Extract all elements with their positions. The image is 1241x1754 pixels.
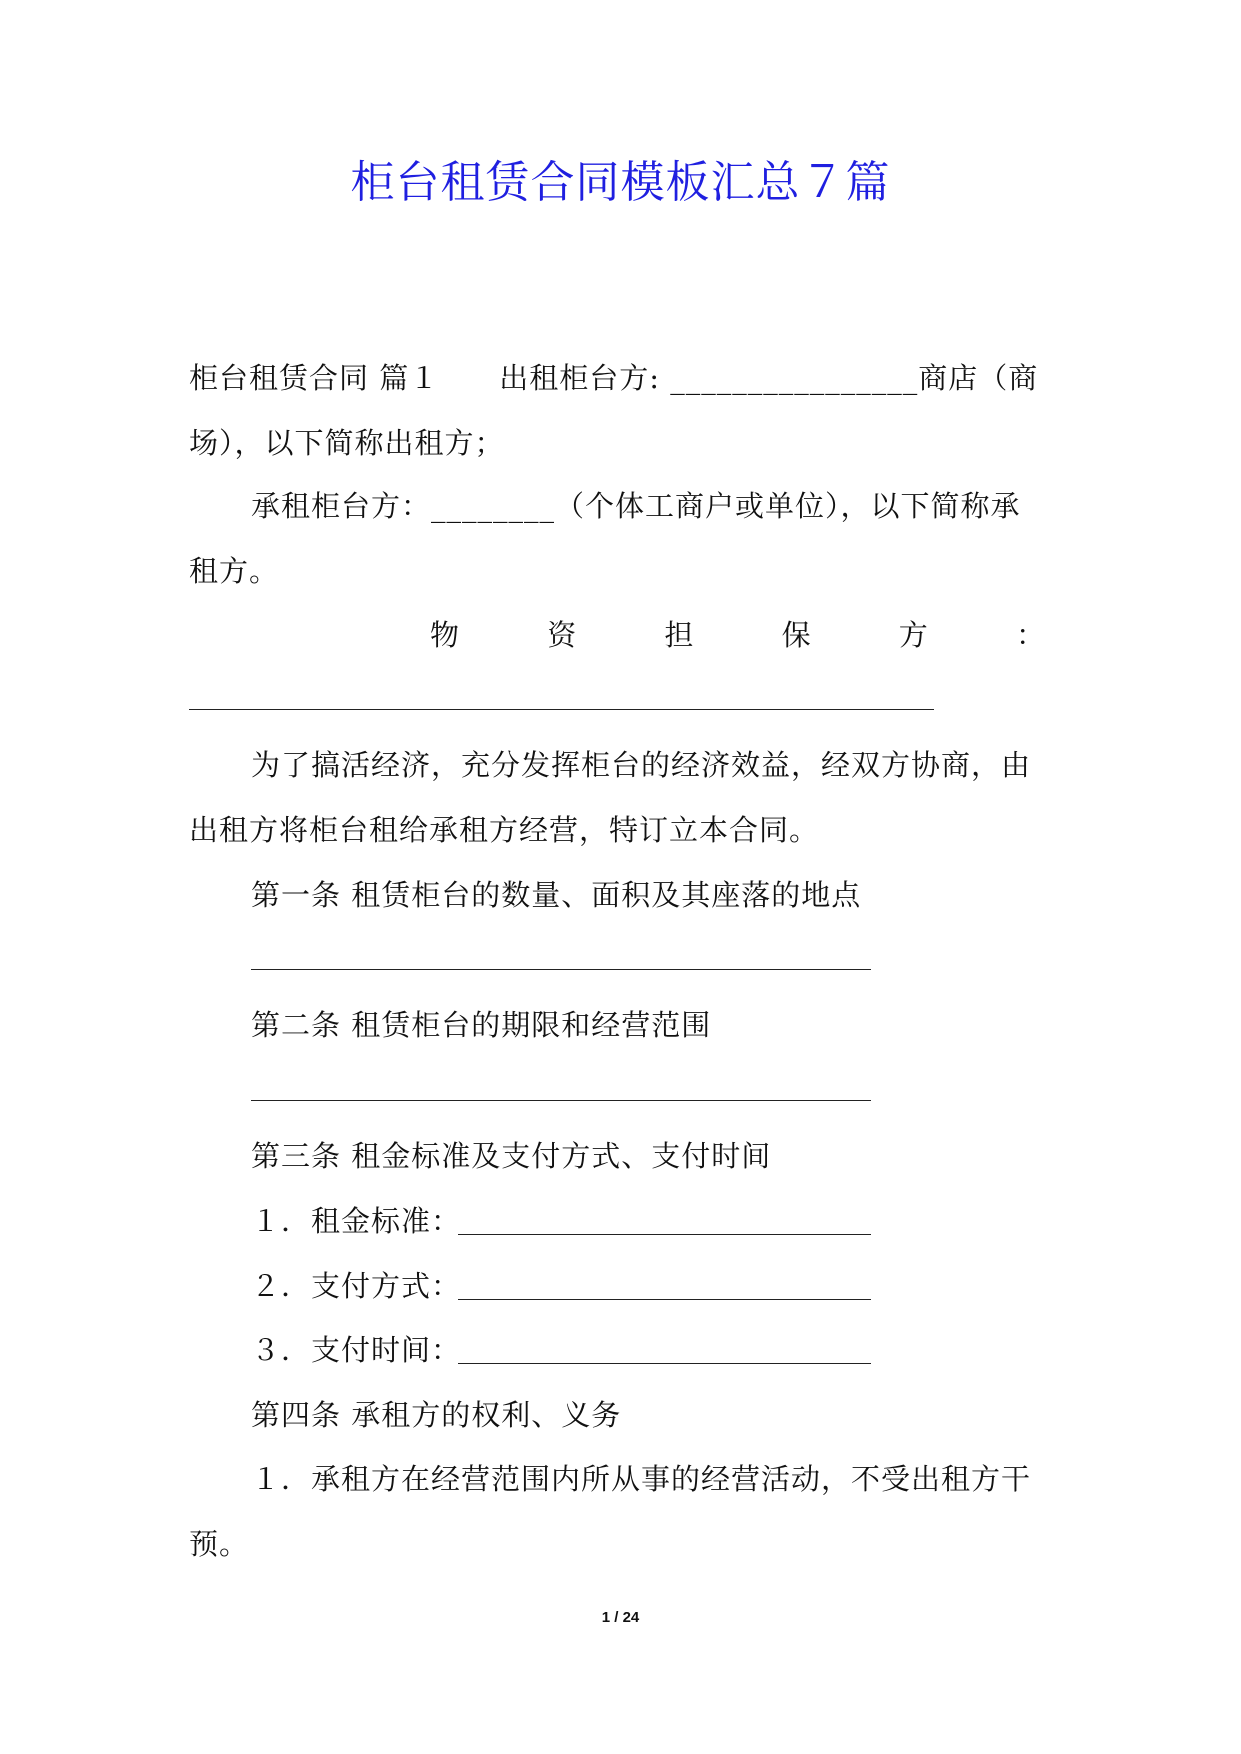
guarantor-char: 物 — [430, 618, 460, 652]
article-2-heading: 第二条 租赁柜台的期限和经营范围 — [251, 1008, 712, 1042]
payment-time-label: ３．支付时间： — [251, 1333, 462, 1367]
article-3-heading: 第三条 租金标准及支付方式、支付时间 — [251, 1139, 772, 1173]
article-1-blank-line — [251, 969, 871, 970]
party-b-line: 承租柜台方：________（个体工商户或单位），以下简称承 — [251, 489, 1021, 523]
guarantor-char: 资 — [547, 618, 577, 652]
party-b-line-cont: 租方。 — [189, 554, 280, 588]
guarantor-char: ： — [1015, 618, 1045, 652]
purpose-line-cont: 出租方将柜台租给承租方经营，特订立本合同。 — [189, 813, 820, 847]
guarantor-blank-line — [189, 709, 934, 710]
rent-standard-blank — [458, 1234, 871, 1235]
guarantor-row — [430, 615, 1045, 655]
guarantor-char: 保 — [781, 618, 811, 652]
guarantor-char: 担 — [664, 618, 694, 652]
rent-standard-label: １．租金标准： — [251, 1204, 462, 1238]
party-a-line-cont: 场），以下简称出租方； — [189, 426, 505, 460]
guarantor-char: 方 — [898, 618, 928, 652]
article-4-heading: 第四条 承租方的权利、义务 — [251, 1398, 622, 1432]
purpose-line: 为了搞活经济，充分发挥柜台的经济效益，经双方协商，由 — [251, 748, 1032, 782]
article-1-heading: 第一条 租赁柜台的数量、面积及其座落的地点 — [251, 878, 862, 912]
page-title: 柜台租赁合同模板汇总７篇 — [350, 157, 891, 208]
party-a-line: 柜台租赁合同 篇１ 出租柜台方: ________________商店（商 — [189, 361, 1039, 395]
article-2-blank-line — [251, 1100, 871, 1101]
payment-time-blank — [458, 1363, 871, 1364]
article-4-item-1: １．承租方在经营范围内所从事的经营活动，不受出租方干 — [251, 1462, 1032, 1496]
payment-method-blank — [458, 1299, 871, 1300]
payment-method-label: ２．支付方式： — [251, 1269, 462, 1303]
article-4-item-1-cont: 预。 — [189, 1527, 250, 1561]
page-number: 1 / 24 — [601, 1609, 640, 1626]
